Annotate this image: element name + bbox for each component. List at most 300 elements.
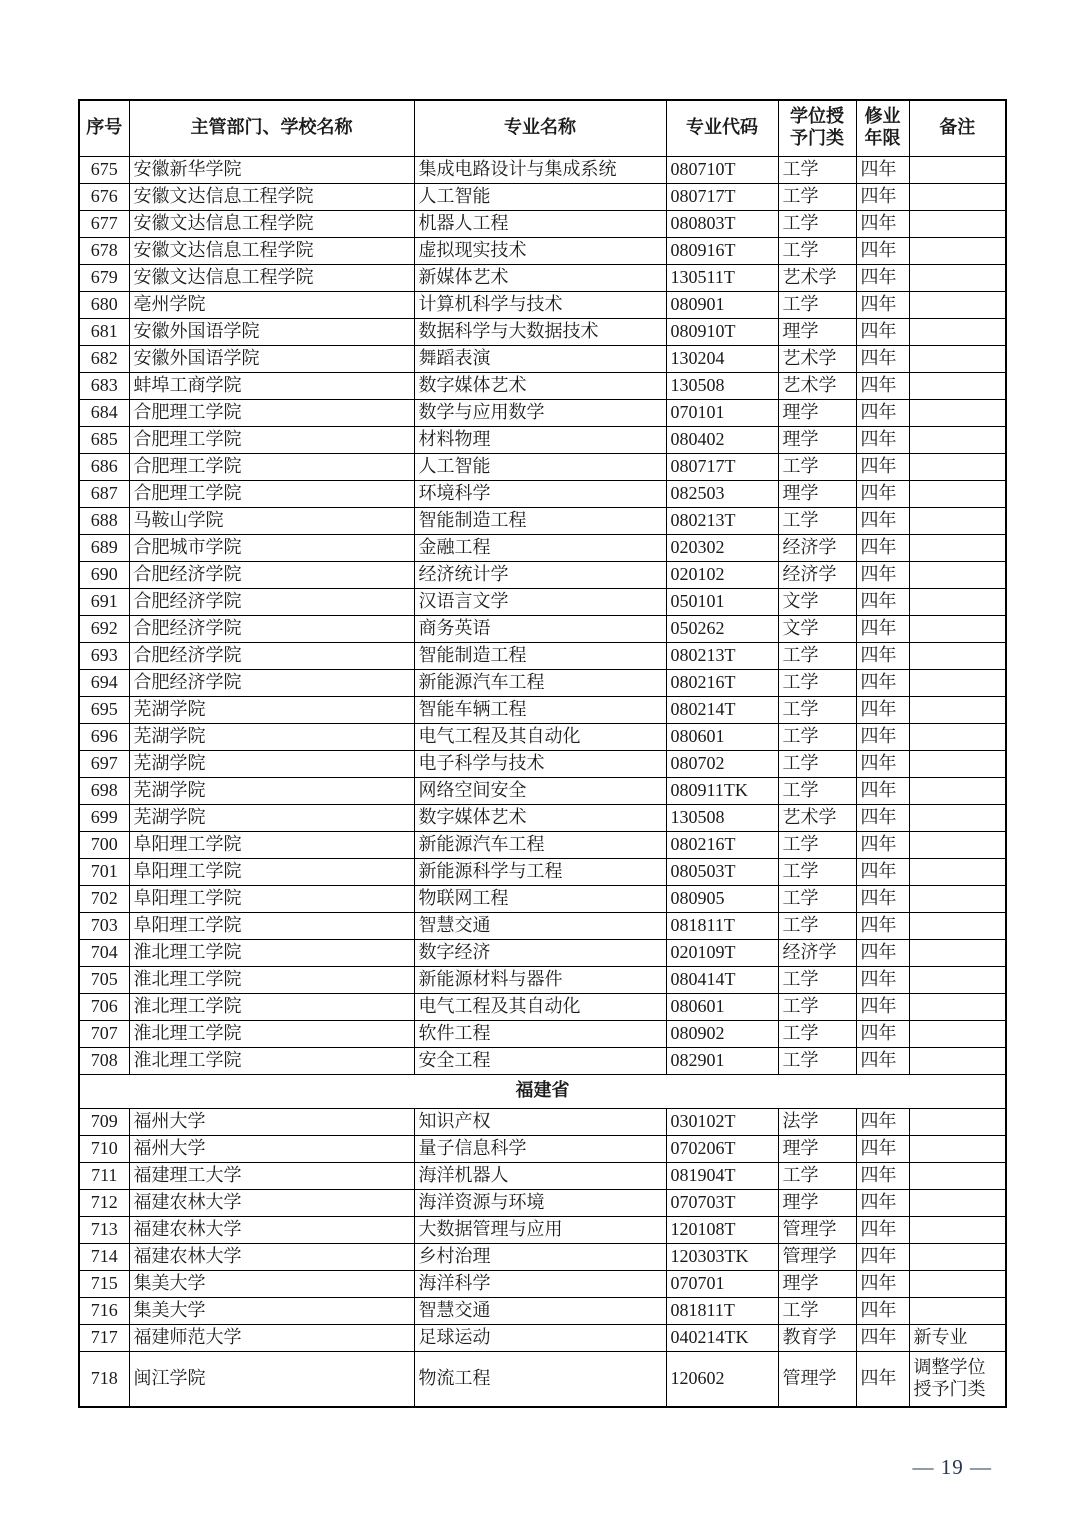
table-row — [79, 1108, 1006, 1135]
cell-remark — [909, 291, 1006, 318]
header-col-school: 主管部门、学校名称 — [129, 100, 414, 156]
cell-school-name: 阜阳理工学院 — [129, 885, 414, 912]
cell-remark — [909, 1162, 1006, 1189]
cell-degree-category: 工学 — [778, 1162, 856, 1189]
cell-remark — [909, 453, 1006, 480]
cell-row-number: 686 — [79, 453, 129, 480]
cell-major-code: 080717T — [666, 183, 778, 210]
table-row — [79, 507, 1006, 534]
header-row — [79, 100, 1006, 156]
table-row — [79, 777, 1006, 804]
cell-school-name: 合肥理工学院 — [129, 480, 414, 507]
cell-row-number: 681 — [79, 318, 129, 345]
cell-remark — [909, 372, 1006, 399]
cell-remark — [909, 777, 1006, 804]
cell-remark — [909, 534, 1006, 561]
cell-major-name: 环境科学 — [414, 480, 666, 507]
cell-degree-category: 理学 — [778, 318, 856, 345]
cell-degree-category: 工学 — [778, 669, 856, 696]
cell-duration: 四年 — [856, 1243, 909, 1270]
cell-remark — [909, 885, 1006, 912]
header-col-remark: 备注 — [909, 100, 1006, 156]
header-col-duration — [856, 100, 909, 156]
cell-major-code: 130511T — [666, 264, 778, 291]
cell-degree-category: 艺术学 — [778, 804, 856, 831]
cell-school-name: 福建理工大学 — [129, 1162, 414, 1189]
cell-remark — [909, 210, 1006, 237]
cell-row-number: 709 — [79, 1108, 129, 1135]
cell-school-name: 安徽文达信息工程学院 — [129, 210, 414, 237]
cell-duration: 四年 — [856, 1216, 909, 1243]
cell-school-name: 芜湖学院 — [129, 750, 414, 777]
cell-duration: 四年 — [856, 345, 909, 372]
cell-row-number: 693 — [79, 642, 129, 669]
cell-remark — [909, 696, 1006, 723]
cell-major-code: 080902 — [666, 1020, 778, 1047]
cell-duration: 四年 — [856, 237, 909, 264]
cell-row-number: 716 — [79, 1297, 129, 1324]
cell-row-number: 711 — [79, 1162, 129, 1189]
table-row — [79, 318, 1006, 345]
cell-major-code: 080601 — [666, 723, 778, 750]
cell-remark — [909, 615, 1006, 642]
cell-school-name: 合肥城市学院 — [129, 534, 414, 561]
header-duration-line2: 年限 — [864, 128, 901, 149]
cell-degree-category: 管理学 — [778, 1243, 856, 1270]
cell-duration: 四年 — [856, 993, 909, 1020]
cell-duration: 四年 — [856, 507, 909, 534]
cell-school-name: 安徽文达信息工程学院 — [129, 183, 414, 210]
cell-duration: 四年 — [856, 858, 909, 885]
cell-row-number: 710 — [79, 1135, 129, 1162]
cell-remark — [909, 237, 1006, 264]
cell-row-number: 687 — [79, 480, 129, 507]
cell-school-name: 安徽文达信息工程学院 — [129, 264, 414, 291]
cell-degree-category: 工学 — [778, 885, 856, 912]
cell-row-number: 691 — [79, 588, 129, 615]
cell-school-name: 合肥经济学院 — [129, 588, 414, 615]
cell-major-name: 智能制造工程 — [414, 507, 666, 534]
cell-degree-category: 工学 — [778, 750, 856, 777]
cell-school-name: 淮北理工学院 — [129, 993, 414, 1020]
cell-major-name: 汉语言文学 — [414, 588, 666, 615]
cell-major-name: 商务英语 — [414, 615, 666, 642]
cell-duration: 四年 — [856, 723, 909, 750]
cell-school-name: 合肥理工学院 — [129, 399, 414, 426]
cell-duration: 四年 — [856, 1270, 909, 1297]
cell-school-name: 芜湖学院 — [129, 723, 414, 750]
cell-remark — [909, 156, 1006, 183]
cell-major-code: 080905 — [666, 885, 778, 912]
cell-school-name: 合肥经济学院 — [129, 615, 414, 642]
cell-major-name: 数学与应用数学 — [414, 399, 666, 426]
cell-school-name: 集美大学 — [129, 1270, 414, 1297]
cell-row-number: 688 — [79, 507, 129, 534]
cell-major-code: 080717T — [666, 453, 778, 480]
cell-major-code: 070701 — [666, 1270, 778, 1297]
cell-major-code: 070703T — [666, 1189, 778, 1216]
cell-duration: 四年 — [856, 912, 909, 939]
cell-duration: 四年 — [856, 777, 909, 804]
cell-duration: 四年 — [856, 399, 909, 426]
cell-major-name: 数字媒体艺术 — [414, 372, 666, 399]
cell-degree-category: 文学 — [778, 615, 856, 642]
cell-major-code: 080503T — [666, 858, 778, 885]
cell-remark — [909, 1243, 1006, 1270]
cell-degree-category: 工学 — [778, 210, 856, 237]
table-row — [79, 993, 1006, 1020]
cell-remark — [909, 966, 1006, 993]
cell-major-name: 数据科学与大数据技术 — [414, 318, 666, 345]
cell-degree-category: 理学 — [778, 1270, 856, 1297]
cell-duration: 四年 — [856, 210, 909, 237]
cell-major-code: 082901 — [666, 1047, 778, 1074]
cell-major-code: 080216T — [666, 669, 778, 696]
cell-major-code: 080803T — [666, 210, 778, 237]
cell-major-name: 海洋机器人 — [414, 1162, 666, 1189]
cell-major-name: 智慧交通 — [414, 1297, 666, 1324]
cell-row-number: 701 — [79, 858, 129, 885]
cell-school-name: 福建农林大学 — [129, 1189, 414, 1216]
cell-degree-category: 理学 — [778, 426, 856, 453]
table-row — [79, 939, 1006, 966]
cell-major-name: 安全工程 — [414, 1047, 666, 1074]
cell-major-name: 数字经济 — [414, 939, 666, 966]
cell-row-number: 690 — [79, 561, 129, 588]
cell-row-number: 683 — [79, 372, 129, 399]
cell-major-name: 智能制造工程 — [414, 642, 666, 669]
cell-duration: 四年 — [856, 1135, 909, 1162]
cell-row-number: 679 — [79, 264, 129, 291]
cell-degree-category: 工学 — [778, 183, 856, 210]
cell-major-code: 080601 — [666, 993, 778, 1020]
cell-degree-category: 工学 — [778, 723, 856, 750]
cell-major-code: 080214T — [666, 696, 778, 723]
cell-duration: 四年 — [856, 264, 909, 291]
cell-major-code: 080901 — [666, 291, 778, 318]
cell-remark — [909, 426, 1006, 453]
cell-major-name: 数字媒体艺术 — [414, 804, 666, 831]
cell-major-name: 软件工程 — [414, 1020, 666, 1047]
cell-remark — [909, 1020, 1006, 1047]
cell-duration: 四年 — [856, 750, 909, 777]
cell-major-code: 050101 — [666, 588, 778, 615]
cell-degree-category: 工学 — [778, 1047, 856, 1074]
table-row — [79, 399, 1006, 426]
cell-major-name: 计算机科学与技术 — [414, 291, 666, 318]
programs-table — [78, 99, 1007, 1408]
cell-major-name: 知识产权 — [414, 1108, 666, 1135]
cell-row-number: 712 — [79, 1189, 129, 1216]
cell-major-code: 120602 — [666, 1351, 778, 1407]
cell-school-name: 芜湖学院 — [129, 696, 414, 723]
cell-degree-category: 艺术学 — [778, 372, 856, 399]
cell-degree-category: 经济学 — [778, 561, 856, 588]
cell-major-name: 新能源材料与器件 — [414, 966, 666, 993]
cell-duration: 四年 — [856, 1297, 909, 1324]
cell-school-name: 阜阳理工学院 — [129, 858, 414, 885]
table-row — [79, 534, 1006, 561]
cell-duration: 四年 — [856, 1108, 909, 1135]
cell-remark — [909, 507, 1006, 534]
cell-major-name: 大数据管理与应用 — [414, 1216, 666, 1243]
cell-school-name: 亳州学院 — [129, 291, 414, 318]
cell-school-name: 合肥理工学院 — [129, 426, 414, 453]
cell-remark — [909, 1047, 1006, 1074]
cell-major-name: 虚拟现实技术 — [414, 237, 666, 264]
cell-duration: 四年 — [856, 1324, 909, 1351]
table-row — [79, 615, 1006, 642]
table-row — [79, 1297, 1006, 1324]
cell-row-number: 705 — [79, 966, 129, 993]
cell-row-number: 680 — [79, 291, 129, 318]
cell-remark — [909, 750, 1006, 777]
cell-row-number: 695 — [79, 696, 129, 723]
cell-row-number: 718 — [79, 1351, 129, 1407]
cell-remark — [909, 912, 1006, 939]
cell-remark — [909, 723, 1006, 750]
header-col-index: 序号 — [79, 100, 129, 156]
cell-row-number: 704 — [79, 939, 129, 966]
cell-degree-category: 工学 — [778, 993, 856, 1020]
cell-major-name: 物联网工程 — [414, 885, 666, 912]
cell-remark — [909, 642, 1006, 669]
cell-major-name: 电子科学与技术 — [414, 750, 666, 777]
cell-school-name: 合肥经济学院 — [129, 642, 414, 669]
header-col-major: 专业名称 — [414, 100, 666, 156]
cell-major-code: 120303TK — [666, 1243, 778, 1270]
cell-major-code: 080414T — [666, 966, 778, 993]
table-row — [79, 1047, 1006, 1074]
cell-major-code: 080213T — [666, 507, 778, 534]
cell-major-name: 新媒体艺术 — [414, 264, 666, 291]
cell-duration: 四年 — [856, 318, 909, 345]
cell-remark — [909, 264, 1006, 291]
table-row — [79, 750, 1006, 777]
cell-degree-category: 工学 — [778, 831, 856, 858]
cell-major-code: 130508 — [666, 804, 778, 831]
cell-row-number: 692 — [79, 615, 129, 642]
table-row — [79, 1162, 1006, 1189]
cell-major-code: 080216T — [666, 831, 778, 858]
cell-degree-category: 工学 — [778, 696, 856, 723]
table-row — [79, 561, 1006, 588]
cell-degree-category: 工学 — [778, 1020, 856, 1047]
province-section-row — [79, 1074, 1006, 1108]
cell-major-name: 海洋科学 — [414, 1270, 666, 1297]
header-col-code: 专业代码 — [666, 100, 778, 156]
cell-major-name: 量子信息科学 — [414, 1135, 666, 1162]
cell-school-name: 淮北理工学院 — [129, 966, 414, 993]
table-row — [79, 1189, 1006, 1216]
cell-school-name: 阜阳理工学院 — [129, 831, 414, 858]
cell-major-name: 新能源汽车工程 — [414, 831, 666, 858]
cell-remark: 调整学位授予门类 — [909, 1351, 1006, 1407]
cell-major-name: 材料物理 — [414, 426, 666, 453]
cell-school-name: 集美大学 — [129, 1297, 414, 1324]
cell-major-code: 020302 — [666, 534, 778, 561]
cell-major-name: 海洋资源与环境 — [414, 1189, 666, 1216]
cell-row-number: 702 — [79, 885, 129, 912]
cell-degree-category: 工学 — [778, 291, 856, 318]
table-row — [79, 885, 1006, 912]
cell-major-name: 乡村治理 — [414, 1243, 666, 1270]
cell-row-number: 715 — [79, 1270, 129, 1297]
cell-degree-category: 经济学 — [778, 939, 856, 966]
cell-major-name: 金融工程 — [414, 534, 666, 561]
cell-school-name: 合肥经济学院 — [129, 561, 414, 588]
cell-major-code: 030102T — [666, 1108, 778, 1135]
cell-duration: 四年 — [856, 885, 909, 912]
cell-major-name: 集成电路设计与集成系统 — [414, 156, 666, 183]
cell-major-code: 040214TK — [666, 1324, 778, 1351]
cell-row-number: 696 — [79, 723, 129, 750]
cell-degree-category: 工学 — [778, 858, 856, 885]
table-header — [79, 100, 1006, 156]
cell-degree-category: 理学 — [778, 480, 856, 507]
cell-duration: 四年 — [856, 534, 909, 561]
table-row — [79, 1216, 1006, 1243]
cell-school-name: 马鞍山学院 — [129, 507, 414, 534]
cell-degree-category: 工学 — [778, 777, 856, 804]
cell-remark — [909, 1135, 1006, 1162]
cell-degree-category: 工学 — [778, 156, 856, 183]
cell-major-code: 082503 — [666, 480, 778, 507]
cell-row-number: 713 — [79, 1216, 129, 1243]
cell-major-name: 智慧交通 — [414, 912, 666, 939]
cell-duration: 四年 — [856, 831, 909, 858]
cell-major-code: 081904T — [666, 1162, 778, 1189]
table-row — [79, 858, 1006, 885]
cell-row-number: 717 — [79, 1324, 129, 1351]
cell-degree-category: 工学 — [778, 237, 856, 264]
table-row — [79, 345, 1006, 372]
cell-school-name: 淮北理工学院 — [129, 939, 414, 966]
cell-remark — [909, 939, 1006, 966]
cell-degree-category: 理学 — [778, 399, 856, 426]
cell-duration: 四年 — [856, 1162, 909, 1189]
header-degree-line2: 予门类 — [790, 128, 844, 149]
cell-major-code: 080911TK — [666, 777, 778, 804]
cell-remark — [909, 831, 1006, 858]
table-row — [79, 480, 1006, 507]
cell-row-number: 675 — [79, 156, 129, 183]
cell-duration: 四年 — [856, 291, 909, 318]
table-row — [79, 912, 1006, 939]
table-row — [79, 804, 1006, 831]
cell-row-number: 689 — [79, 534, 129, 561]
cell-row-number: 676 — [79, 183, 129, 210]
table-row — [79, 831, 1006, 858]
cell-duration: 四年 — [856, 156, 909, 183]
cell-remark — [909, 804, 1006, 831]
cell-remark — [909, 858, 1006, 885]
cell-major-name: 新能源科学与工程 — [414, 858, 666, 885]
cell-major-code: 080702 — [666, 750, 778, 777]
cell-major-name: 智能车辆工程 — [414, 696, 666, 723]
cell-major-name: 电气工程及其自动化 — [414, 993, 666, 1020]
cell-row-number: 714 — [79, 1243, 129, 1270]
cell-remark — [909, 669, 1006, 696]
cell-major-code: 080213T — [666, 642, 778, 669]
cell-remark — [909, 1297, 1006, 1324]
cell-school-name: 安徽新华学院 — [129, 156, 414, 183]
cell-major-name: 舞蹈表演 — [414, 345, 666, 372]
table-body — [79, 156, 1006, 1407]
cell-major-code: 080916T — [666, 237, 778, 264]
cell-school-name: 淮北理工学院 — [129, 1020, 414, 1047]
cell-major-code: 020109T — [666, 939, 778, 966]
cell-row-number: 708 — [79, 1047, 129, 1074]
cell-major-code: 070206T — [666, 1135, 778, 1162]
cell-remark — [909, 588, 1006, 615]
cell-remark: 新专业 — [909, 1324, 1006, 1351]
cell-degree-category: 管理学 — [778, 1216, 856, 1243]
table-row — [79, 1324, 1006, 1351]
cell-row-number: 707 — [79, 1020, 129, 1047]
cell-school-name: 安徽外国语学院 — [129, 345, 414, 372]
cell-row-number: 685 — [79, 426, 129, 453]
cell-degree-category: 经济学 — [778, 534, 856, 561]
cell-duration: 四年 — [856, 561, 909, 588]
cell-row-number: 698 — [79, 777, 129, 804]
cell-row-number: 706 — [79, 993, 129, 1020]
cell-duration: 四年 — [856, 642, 909, 669]
cell-duration: 四年 — [856, 696, 909, 723]
cell-school-name: 合肥经济学院 — [129, 669, 414, 696]
cell-row-number: 678 — [79, 237, 129, 264]
table-row — [79, 291, 1006, 318]
cell-degree-category: 工学 — [778, 642, 856, 669]
cell-row-number: 699 — [79, 804, 129, 831]
cell-school-name: 闽江学院 — [129, 1351, 414, 1407]
cell-remark — [909, 1270, 1006, 1297]
cell-school-name: 安徽外国语学院 — [129, 318, 414, 345]
cell-remark — [909, 993, 1006, 1020]
cell-duration: 四年 — [856, 939, 909, 966]
cell-remark — [909, 183, 1006, 210]
table-row — [79, 426, 1006, 453]
cell-duration: 四年 — [856, 966, 909, 993]
cell-remark — [909, 318, 1006, 345]
cell-remark — [909, 399, 1006, 426]
cell-duration: 四年 — [856, 1047, 909, 1074]
cell-major-name: 经济统计学 — [414, 561, 666, 588]
page-number: — 19 — — [912, 1455, 992, 1479]
cell-school-name: 福州大学 — [129, 1135, 414, 1162]
table-row — [79, 1135, 1006, 1162]
cell-major-code: 130508 — [666, 372, 778, 399]
cell-degree-category: 理学 — [778, 1135, 856, 1162]
cell-degree-category: 工学 — [778, 1297, 856, 1324]
cell-school-name: 蚌埠工商学院 — [129, 372, 414, 399]
table-row — [79, 696, 1006, 723]
cell-major-code: 080710T — [666, 156, 778, 183]
cell-duration: 四年 — [856, 480, 909, 507]
header-degree-line1: 学位授 — [790, 106, 844, 127]
cell-school-name: 安徽文达信息工程学院 — [129, 237, 414, 264]
cell-row-number: 703 — [79, 912, 129, 939]
cell-duration: 四年 — [856, 1189, 909, 1216]
cell-duration: 四年 — [856, 1351, 909, 1407]
table-row — [79, 210, 1006, 237]
cell-major-name: 人工智能 — [414, 183, 666, 210]
cell-major-code: 070101 — [666, 399, 778, 426]
cell-major-name: 新能源汽车工程 — [414, 669, 666, 696]
cell-duration: 四年 — [856, 669, 909, 696]
cell-major-code: 080402 — [666, 426, 778, 453]
table-row — [79, 453, 1006, 480]
